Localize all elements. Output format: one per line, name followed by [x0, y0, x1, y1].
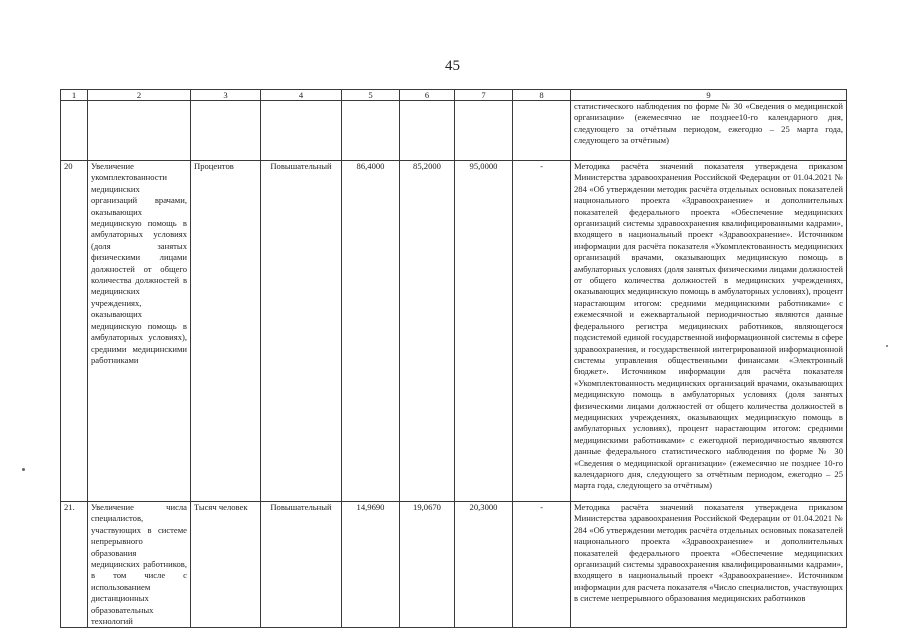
value-cell: 20,3000 [455, 502, 513, 628]
indicators-table [60, 89, 847, 628]
empty-cell [455, 101, 513, 161]
header-row [61, 90, 847, 101]
table-row [61, 502, 847, 628]
scan-dot [886, 345, 888, 347]
value-cell: - [513, 161, 571, 502]
value-cell: 19,0670 [400, 502, 455, 628]
empty-cell [191, 101, 261, 161]
header-cell: 6 [400, 90, 455, 101]
header-cell: 8 [513, 90, 571, 101]
value-cell: 14,9690 [342, 502, 400, 628]
header-cell: 1 [61, 90, 88, 101]
page-number: 45 [445, 58, 460, 74]
header-cell: 2 [88, 90, 191, 101]
unit-cell: Процентов [191, 161, 261, 502]
table-row [61, 161, 847, 502]
header-cell: 5 [342, 90, 400, 101]
header-cell: 4 [261, 90, 342, 101]
empty-cell [88, 101, 191, 161]
direction-cell: Повышательный [261, 161, 342, 502]
value-cell: - [513, 502, 571, 628]
description-cell: Методика расчёта значений показателя утверждена приказом Министерства здравоохранения Российской Федерации от 01.04.2021 № 284 «Об утверждении методик расчёта отдельных основных показателей национального проекта «Здравоохранение» и дополнительных показателей федерального проекта «Обеспечение медицинских организаций системы здравоохранения квалифицированными кадрами», входящего в национальный проект «Здравоохранение». Источником информации для расчета показателя «Число специалистов, участвующих в системе непрерывного образования медицинских работников [571, 502, 847, 628]
header-cell: 7 [455, 90, 513, 101]
empty-cell [261, 101, 342, 161]
row-number: 21. [61, 502, 88, 628]
scan-dot [22, 468, 25, 471]
header-cell: 9 [571, 90, 847, 101]
empty-cell [400, 101, 455, 161]
empty-cell [513, 101, 571, 161]
direction-cell: Повышательный [261, 502, 342, 628]
empty-cell [61, 101, 88, 161]
continuation-row [61, 101, 847, 161]
row-number: 20 [61, 161, 88, 502]
description-cell: Методика расчёта значений показателя утверждена приказом Министерства здравоохранения Российской Федерации от 01.04.2021 № 284 «Об утверждении методик расчёта отдельных основных показателей национального проекта «Здравоохранение» и дополнительных показателей федерального проекта «Обеспечение медицинских организаций системы здравоохранения квалифицированными кадрами», входящего в национальный проект «Здравоохранение». Источником информации для расчёта показателя «Укомплектованность медицинских организаций врачами, оказывающих медицинскую помощь в амбулаторных условиях (доля занятых физическими лицами должностей от общего количества должностей в медицинских учреждениях, оказывающих медицинскую помощь в амбулаторных условиях), процент нарастающим итогом: средними медицинскими работниками» с ежемесячной и ежеквартальной периодичностью являются данные федерального регистра медицинских работников, являющегося подсистемой единой государственной информационной системы в сфере здравоохранения, и государственной интегрированной информационной системы управления общественными финансами «Электронный бюджет». Источником информации для расчёта показателя «Укомплектованность медицинских организаций врачами, оказывающих медицинскую помощь в амбулаторных условиях (доля занятых физическими лицами должностей от общего количества должностей в медицинских учреждениях, оказывающих медицинскую помощь в амбулаторных условиях), процент нарастающим итогом: средними медицинскими работниками» с ежегодной периодичностью являются данные федерального статистического наблюдения по форме № 30 «Сведения о медицинской организации» (ежемесячно не позднее 10-го календарного дня, следующего за отчётным периодом, ежегодно – 25 марта года, следующего за отчётным) [571, 161, 847, 502]
value-cell: 85,2000 [400, 161, 455, 502]
unit-cell: Тысяч человек [191, 502, 261, 628]
empty-cell [342, 101, 400, 161]
header-cell: 3 [191, 90, 261, 101]
value-cell: 95,0000 [455, 161, 513, 502]
value-cell: 86,4000 [342, 161, 400, 502]
indicator-name: Увеличение числа специалистов, участвующих в системе непрерывного образования медицинских работников, в том числе с использованием дистанционных образовательных технологий [88, 502, 191, 628]
description-cell: статистического наблюдения по форме № 30 «Сведения о медицинской организации» (ежемесячно не позднее10-го календарного дня, следующего за отчётным периодом, ежегодно – 25 марта года, следующего за отчётным) [571, 101, 847, 161]
indicator-name: Увеличение укомплектованности медицинских организаций врачами, оказывающих медицинскую помощь в амбулаторных условиях (доля занятых физическими лицами должностей от общего количества должностей в медицинских учреждениях, оказывающих медицинскую помощь в амбулаторных условиях), средними медицинскими работниками [88, 161, 191, 502]
